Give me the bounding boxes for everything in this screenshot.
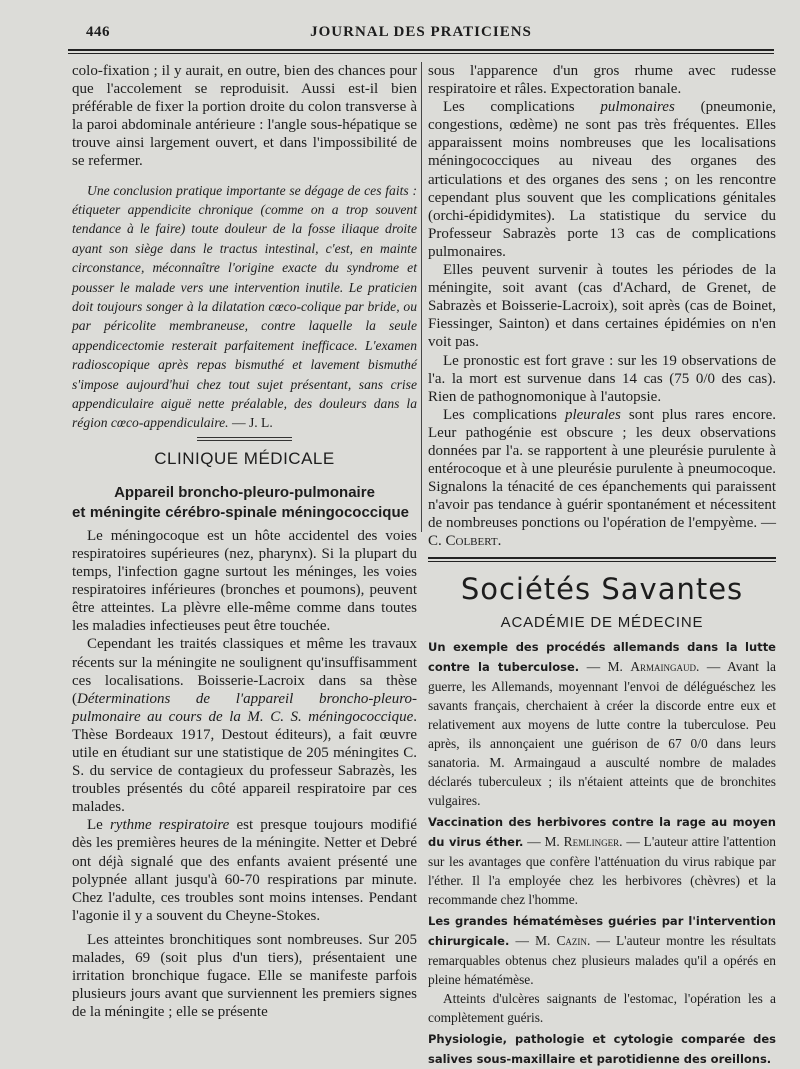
thesis-title: Déterminations de l'appareil broncho-pleuro-pulmonaire au cours de la M. C. S. méningococcique <box>72 690 417 725</box>
academie-title: ACADÉMIE DE MÉDECINE <box>500 613 704 631</box>
paragraph-text: est presque toujours modifié dès les premières heures de la méningite. Netter et Debré ont déjà signalé que des enfants avaient présenté une polypnée allant jusqu'à 60-70 respirations par minute. Chez l'adulte, ces troubles sont moins intenses. Pendant l'agonie il y a souvent du Cheyne-Stokes. <box>72 817 417 924</box>
conclusion-paragraph <box>72 181 417 433</box>
article-title-word: méningite <box>89 503 161 521</box>
paragraph-text: sont plus rares encore. Leur pathogénie est obscure ; les deux observations données par l'a. se rapportent à une pleurésie purulente à entérocoque et à une pleurésie purulente à pneumocoque. Signalons la ténacité de ces épanchements qui paraissent n'avoir pas tendance à guérir spontanément et nécessitent de nombreuses ponctions ou l'opération de l'empyème. <box>428 406 776 532</box>
column-divider <box>421 62 422 532</box>
article-title-word: et <box>72 503 86 521</box>
paragraph <box>72 635 417 816</box>
right-column <box>428 62 776 1069</box>
paragraph: Le pronostic est fort grave : sur les 19 observations de l'a. la mort est survenue dans 14 cas (75 0/0 des cas). Rien de pathognomonique à l'autopsie. <box>428 352 776 405</box>
signature-end: . <box>497 533 502 550</box>
emphasis-text: pleurales <box>564 406 621 423</box>
signature-dash: — C. <box>428 515 777 550</box>
report-author: Cazin <box>556 932 587 948</box>
emphasis-text: pulmonaires <box>600 99 675 116</box>
paragraph <box>428 406 776 551</box>
paragraph-text: Les complications <box>443 406 565 423</box>
report-text: . — L'auteur montre les résultats remarquables obtenus chez plusieurs malades qu'il a opérés en pleine hématémèse. <box>428 932 776 987</box>
paragraph-text: Le <box>87 817 110 834</box>
paragraph: Les atteintes bronchitiques sont nombreuses. Sur 205 malades, 69 (soit plus d'un tiers), présentaient une irritation bronchique fugace. Elle se manifeste parfois plusieurs jours avant que surviennent les premiers signes de la méningite ; elle se présente <box>72 931 417 1021</box>
society-report <box>428 911 776 989</box>
societes-savantes-title: Sociétés Savantes <box>460 571 744 606</box>
paragraph-text: . Thèse Bordeaux 1917, Destout éditeurs), a fait œuvre utile en étudiant sur une statistique de 205 méningites C. S. du service de contagieux du professeur Sabrazès, les troubles présentés du côté appareil respiratoire par ces malades. <box>72 708 417 816</box>
report-dash: — M. <box>523 833 564 849</box>
author-signature: — J. L. <box>228 415 273 431</box>
paragraph: Atteints d'ulcères saignants de l'estomac, l'opération les a complètement guéris. <box>428 990 776 1025</box>
emphasis-text: rythme respiratoire <box>109 817 230 834</box>
article-title-line <box>72 503 417 523</box>
report-lead: Physiologie, pathologie et cytologie comparée des salives sous-maxillaire et parotidienne des oreillons. <box>428 1031 776 1066</box>
paragraph-text: (pneumonie, congestions, œdème) ne sont pas très fréquentes. Elles apparaissent moins nombreuses que les localisations méningococciques au niveau des organes des articulations et des organes des sens ; on les rencontre cependant plus souvent que les complications génitales (orchi-épididymites). La statistique du service du Professeur Sabrazès porte 13 cas de complications pulmonaires. <box>428 99 776 260</box>
paragraph-text: Cependant les traités classiques et même les travaux récents sur la méningite ne soulignent qu'insuffisamment ces localisations. Boisserie-Lacroix dans sa thèse ( <box>72 636 417 707</box>
article-title <box>72 483 417 523</box>
page-number: 446 <box>86 24 110 40</box>
paragraph-text: Les complications <box>443 99 601 116</box>
report-lead: Un exemple des procédés allemands dans la lutte contre la tuberculose. <box>428 639 776 674</box>
journal-title: JOURNAL DES PRATICIENS <box>310 24 532 40</box>
paragraph: Le méningocoque est un hôte accidentel des voies respiratoires supérieures (nez, pharynx). Si la plupart du temps, l'infection gagne surtout les méninges, les voies respiratoires inférieures (bronches et poumons), peuvent être atteintes. La plèvre elle-même comme dans toutes les maladies infectieuses peut être touchée. <box>72 527 417 635</box>
report-author: Remlinger <box>563 833 620 849</box>
report-text: . — Avant la guerre, les Allemands, moyennant l'envoi de déléguéschez les savants français, cherchaient à créer la discorde entre eux et relativement aux moyens de lutte contre la tuberculose. Peu après, ils annonçaient une guérison de 67 0/0 dans leurs sanatoria. M. Armaingaud a ausculté nombre de malades déclarés tuberculeux ; ils n'étaient atteints que de bronchites vulgaires. <box>428 658 776 808</box>
article-title-word: cérébro-spinale <box>165 503 277 521</box>
report-dash: — M. <box>579 658 631 674</box>
society-report <box>428 812 776 909</box>
section-title: CLINIQUE MÉDICALE <box>154 448 335 468</box>
paragraph: Elles peuvent survenir à toutes les périodes de la méningite, soit avant (cas d'Achard, de Grenet, de Sabrazès et Boisserie-Lacroix), soit après (cas de Boinet, Fiessinger, Sainton) et dans certaines épidémies on n'en voit pas. <box>428 262 776 351</box>
page-header <box>68 24 774 46</box>
paragraph <box>428 98 776 261</box>
author-signature: Colbert <box>445 533 498 550</box>
report-dash: — M. <box>509 932 557 948</box>
paragraph: colo-fixation ; il y aurait, en outre, bien des chances pour que l'accolement se reproduisit. Aussi est-il bien préférable de fixer la portion droite du colon transverse à la paroi abdominale antérieure : l'angle sous-hépatique se trouve ainsi largement ouvert, et dans l'impossibilité de se refermer. <box>72 63 417 170</box>
section-rule <box>197 437 292 441</box>
paragraph: sous l'apparence d'un gros rhume avec rudesse respiratoire et râles. Expectoration banale. <box>428 63 776 98</box>
society-report <box>428 637 776 810</box>
header-rule <box>68 49 774 54</box>
paragraph <box>72 816 417 925</box>
article-title-line: Appareil broncho-pleuro-pulmonaire <box>114 483 375 501</box>
article-title-word: méningococcique <box>281 503 409 521</box>
report-text: . — L'auteur attire l'attention sur les avantages que confère l'atténuation du virus rabique par l'éther. Il l'a employée chez les herbivores (chèvres) et la recommande chez l'homme. <box>428 833 776 907</box>
report-lead: Les grandes hématémèses guéries par l'intervention chirurgicale. <box>428 913 776 948</box>
conclusion-text: Une conclusion pratique importante se dégage de ces faits : étiqueter appendicite chronique (comme on a trop souvent tendance à le faire) toute douleur de la fosse iliaque droite ayant son siège dans le tractus intestinal, c'est, en mainte circonstance, méconnaître l'origine exacte du syndrome et pousser le malade vers une intervention inutile. Le praticien doit toujours songer à la dilatation cœco-colique par bride, ou par péricolite membraneuse, contre laquelle la seule appendicectomie resterait parfaitement inefficace. L'examen radioscopique après repas bismuthé et lavement bismuthé s'impose aujourd'hui chez tout sujet présentant, sans crise appendiculaire aiguë nette préalable, des douleurs dans la région cœco-appendiculaire. <box>72 182 417 431</box>
left-column <box>72 62 417 1021</box>
report-lead: Vaccination des herbivores contre la rage au moyen du virus éther. <box>428 814 776 849</box>
section-rule <box>428 557 776 562</box>
report-author: Armaingaud <box>630 658 697 674</box>
